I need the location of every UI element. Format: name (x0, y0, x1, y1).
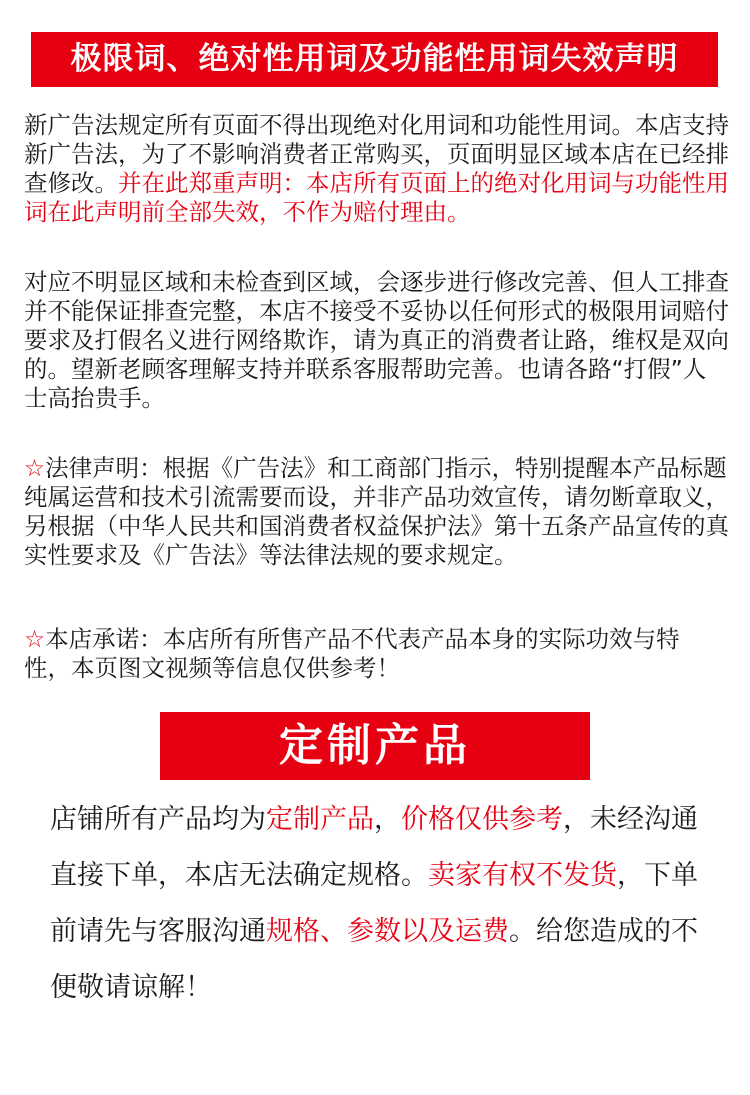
statement-intro-text: 新广告法规定所有页面不得出现绝对化用词和功能性用词。本店支持新广告法，为了不影响消费者正常购买，页面明显区域本店在已经排查修改。 (24, 111, 729, 197)
custom-notice-highlight: 价格仅供参考 (401, 804, 563, 835)
disclaimer-title: 极限词、绝对性用词及功能性用词失效声明 (70, 41, 679, 77)
disclaimer-title-banner (31, 32, 718, 87)
custom-product-title: 定制产品 (279, 720, 471, 771)
custom-notice-text: ，未经沟通直接下单，本店无法确定规格。 (50, 804, 698, 891)
store-promise-text-2: 性，本页图文视频等信息仅供参考！ (24, 654, 400, 682)
store-promise-text-1: 本店承诺：本店所有所售产品不代表产品本身的实际功效与特 (45, 625, 680, 653)
star-icon: ☆ (24, 625, 46, 653)
star-icon: ☆ (24, 454, 46, 482)
statement-paragraph-1 (24, 111, 729, 227)
custom-notice-text: 店铺所有产品均为 (50, 804, 266, 835)
store-promise-paragraph (24, 625, 729, 683)
custom-notice-highlight: 卖家有权不发货 (428, 860, 617, 891)
store-promise-line-1 (24, 625, 729, 654)
custom-notice-highlight: 定制产品 (266, 804, 374, 835)
statement-paragraph-2: 对应不明显区域和未检查到区域，会逐步进行修改完善、但人工排查并不能保证排查完整，本店不接受不妥协以任何形式的极限用词赔付要求及打假名义进行网络欺诈，请为真正的消费者让路，维权是双向的。望新老顾客理解支持并联系客服帮助完善。也请各路“打假”人士高抬贵手。 (24, 268, 729, 412)
custom-notice-text: ， (374, 804, 401, 835)
statement-declaration-text: 并在此郑重声明：本店所有页面上的绝对化用词与功能性用词在此声明前全部失效，不作为赔付理由。 (24, 169, 729, 226)
custom-notice-highlight: 规格、参数以及运费 (266, 916, 509, 947)
custom-notice-text: ，下单前请先与客服沟通 (50, 860, 698, 947)
custom-notice-text: 。给您造成的不便敬请谅解！ (50, 916, 698, 1003)
custom-product-banner (160, 712, 590, 780)
legal-statement-text: 法律声明：根据《广告法》和工商部门指示，特别提醒本产品标题纯属运营和技术引流需要而设，并非产品功效宣传，请勿断章取义，另根据（中华人民共和国消费者权益保护法》第十五条产品宣传的真实性要求及《广告法》等法律法规的要求规定。 (24, 454, 729, 569)
custom-product-notice (50, 792, 710, 1016)
legal-statement-paragraph (24, 454, 729, 570)
